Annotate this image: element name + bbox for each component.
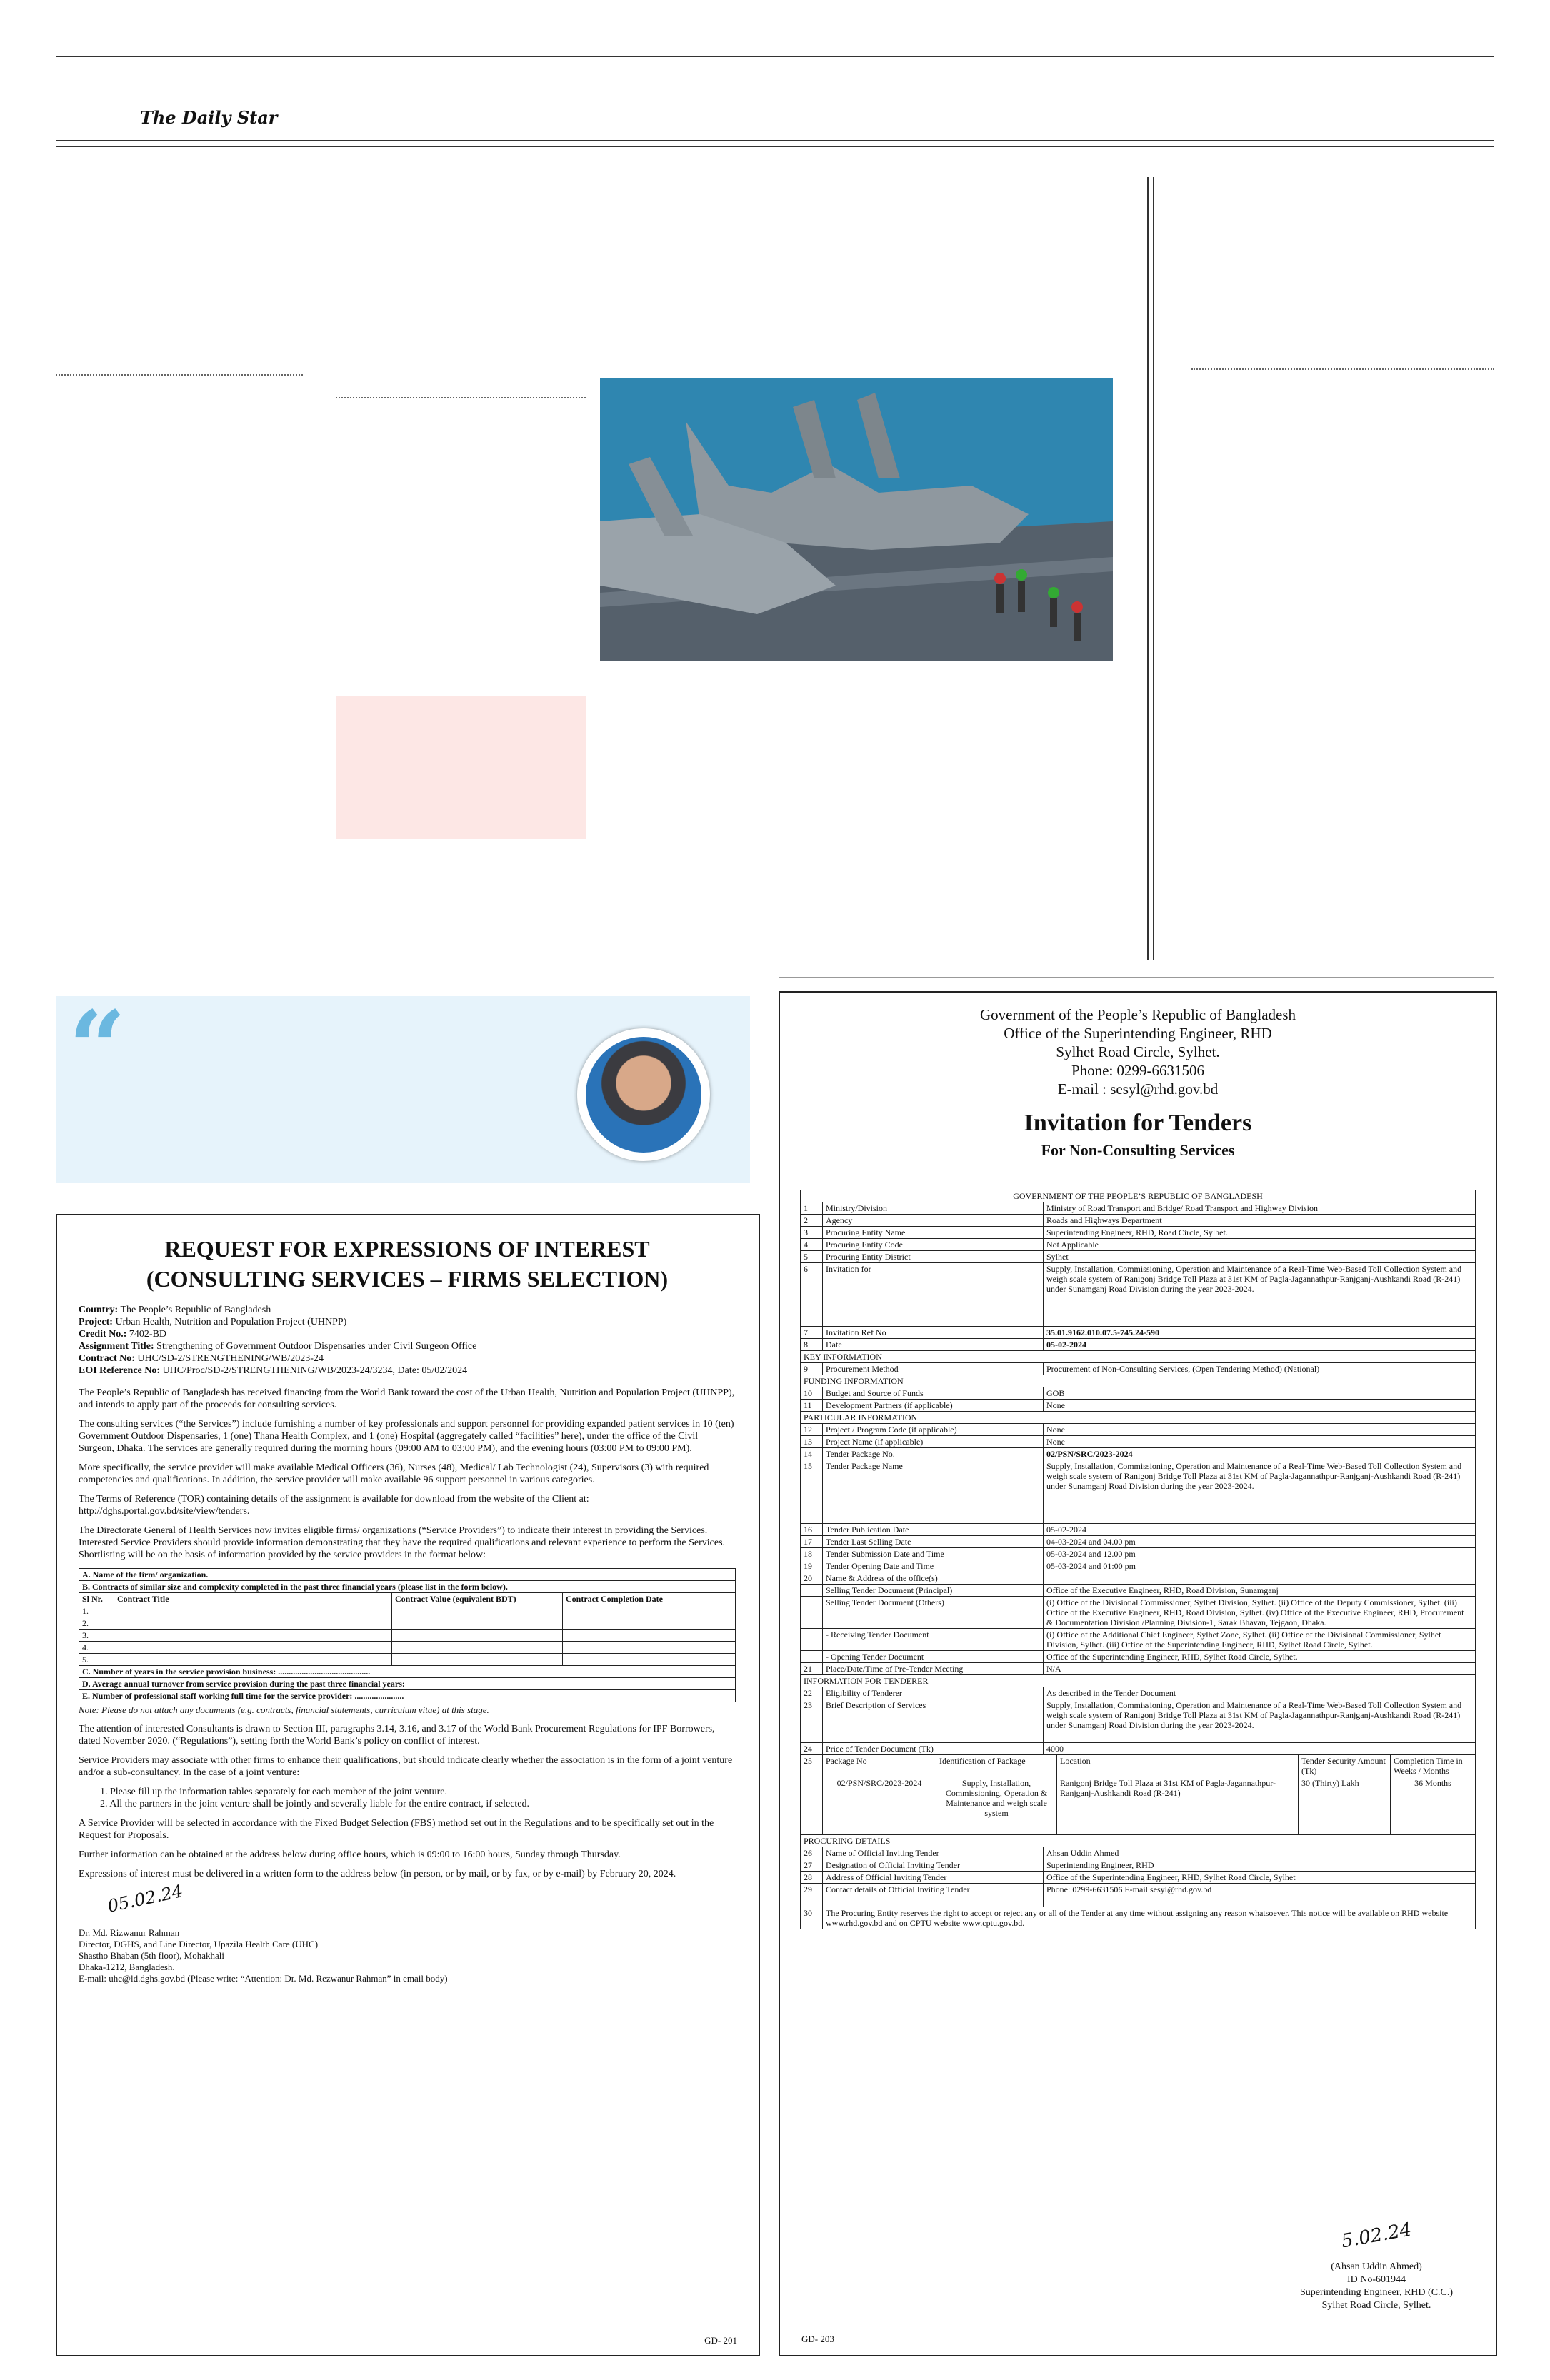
section-procuring: PROCURING DETAILS bbox=[801, 1835, 1476, 1847]
tender-sig-title: Superintending Engineer, RHD (C.C.) bbox=[1299, 2287, 1454, 2298]
eoi-signature-date: 05.02.24 bbox=[106, 1881, 185, 1917]
row-value: Superintending Engineer, RHD, Road Circle, Sylhet. bbox=[1044, 1227, 1476, 1239]
package-no: 02/PSN/SRC/2023-2024 bbox=[823, 1777, 936, 1835]
assignment-label: Assignment Title: bbox=[79, 1341, 154, 1352]
package-col-no: Package No bbox=[823, 1755, 936, 1777]
column-divider-1 bbox=[56, 374, 303, 376]
section-particular: PARTICULAR INFORMATION bbox=[801, 1412, 1476, 1424]
row-value: 05-02-2024 bbox=[1044, 1524, 1476, 1536]
row-value: Supply, Installation, Commissioning, Operation and Maintenance of a Real-Time Web-Based Toll Collection System and weigh scale system of Ranigonj Bridge Toll Plaza at 31st KM of Pagla-Jagannathpur-Ranjganj-Aushkandi Road (R-241) under Sunamganj Road Division during the year 2023-2024. bbox=[1044, 1699, 1476, 1743]
project-label: Project: bbox=[79, 1317, 113, 1327]
row-value: GOB bbox=[1044, 1387, 1476, 1400]
row-num: 13 bbox=[801, 1436, 823, 1448]
tender-table-head: GOVERNMENT OF THE PEOPLE’S REPUBLIC OF BANGLADESH bbox=[801, 1190, 1476, 1202]
form-row-num: 1. bbox=[79, 1605, 114, 1617]
section-key-info: KEY INFORMATION bbox=[801, 1351, 1476, 1363]
row-num: 21 bbox=[801, 1663, 823, 1675]
form-row-num: 2. bbox=[79, 1617, 114, 1630]
row-num: 3 bbox=[801, 1227, 823, 1239]
row-num: 30 bbox=[801, 1907, 823, 1929]
row-num: 10 bbox=[801, 1387, 823, 1400]
row-num: 25 bbox=[801, 1755, 823, 1835]
row-num: 26 bbox=[801, 1847, 823, 1859]
masthead: The Daily Star bbox=[140, 107, 278, 128]
contract-label: Contract No: bbox=[79, 1353, 135, 1364]
tender-header-3: Sylhet Road Circle, Sylhet. bbox=[1056, 1043, 1220, 1060]
row-key: - Receiving Tender Document bbox=[823, 1629, 1044, 1651]
row-key: Budget and Source of Funds bbox=[823, 1387, 1044, 1400]
eoi-sig-name: Dr. Md. Rizwanur Rahman bbox=[79, 1927, 180, 1938]
row-value: (i) Office of the Divisional Commissioner, Sylhet Division, Sylhet. (ii) Office of the Deputy Commissioner, Sylhet. (iii) Office of the Executive Engineer, RHD, Road Division, Sylhet. (iv) Office of the Executive Engineer, RHD, Procurement & Documentation Division /Planning Division-1, Sarak Bhavan, Tejgaon, Dhaka. bbox=[1044, 1597, 1476, 1629]
form-d: D. Average annual turnover from service provision during the past three financial years: bbox=[82, 1679, 405, 1689]
row-value: Roads and Highways Department bbox=[1044, 1215, 1476, 1227]
row-key: Procuring Entity Name bbox=[823, 1227, 1044, 1239]
row-value: None bbox=[1044, 1436, 1476, 1448]
contract: UHC/SD-2/STRENGTHENING/WB/2023-24 bbox=[137, 1353, 324, 1364]
header-rule-2 bbox=[56, 146, 1494, 147]
eoi-para-3: More specifically, the service provider will make available Medical Officers (36), Nurses (48), Medical/ Lab Technologist (24), Supervisors (3) with required competencies and qualifications. In addition, the service provider will make available 96 support personnel in various categories. bbox=[79, 1462, 709, 1485]
eoi-sig-title: Director, DGHS, and Line Director, Upazila Health Care (UHC) bbox=[79, 1939, 319, 1949]
row-key: Tender Opening Date and Time bbox=[823, 1560, 1044, 1572]
eoi-list-1: 1. Please fill up the information tables separately for each member of the joint venture. bbox=[100, 1787, 447, 1797]
col-date: Contract Completion Date bbox=[566, 1594, 663, 1604]
row-value: 05-03-2024 and 01:00 pm bbox=[1044, 1560, 1476, 1572]
row-key: Place/Date/Time of Pre-Tender Meeting bbox=[823, 1663, 1044, 1675]
row-value: 02/PSN/SRC/2023-2024 bbox=[1044, 1448, 1476, 1460]
header-rule-1 bbox=[56, 140, 1494, 141]
tender-title: Invitation for Tenders bbox=[1024, 1110, 1252, 1136]
row-num: 11 bbox=[801, 1400, 823, 1412]
row-num: 4 bbox=[801, 1239, 823, 1251]
row-value: Ministry of Road Transport and Bridge/ Road Transport and Highway Division bbox=[1044, 1202, 1476, 1215]
tender-subtitle: For Non-Consulting Services bbox=[1041, 1141, 1235, 1159]
package-table bbox=[823, 1755, 1475, 1834]
section-tenderer: INFORMATION FOR TENDERER bbox=[801, 1675, 1476, 1687]
row-key: Date bbox=[823, 1339, 1044, 1351]
row-key: Tender Package No. bbox=[823, 1448, 1044, 1460]
row-value: As described in the Tender Document bbox=[1044, 1687, 1476, 1699]
row-num: 17 bbox=[801, 1536, 823, 1548]
tender-header-1: Government of the People’s Republic of Bangladesh bbox=[979, 1006, 1296, 1023]
pink-box bbox=[336, 696, 586, 839]
row-key: Selling Tender Document (Others) bbox=[823, 1597, 1044, 1629]
col-title: Contract Title bbox=[117, 1594, 169, 1604]
row-value: 05-02-2024 bbox=[1044, 1339, 1476, 1351]
tender-table bbox=[800, 1190, 1476, 1929]
row-num: 28 bbox=[801, 1872, 823, 1884]
row-value: 05-03-2024 and 12.00 pm bbox=[1044, 1548, 1476, 1560]
eoi-ref-label: EOI Reference No: bbox=[79, 1365, 161, 1376]
row-value: (i) Office of the Additional Chief Engineer, Sylhet Zone, Sylhet. (ii) Office of the Divisional Commissioner, Sylhet Division, Sylhet. (iii) Office of the Superintending Engineer, RHD, Sylhet Road Circle, Sylhet. bbox=[1044, 1629, 1476, 1651]
tender-sig-name: (Ahsan Uddin Ahmed) bbox=[1331, 2261, 1422, 2272]
row-num: 24 bbox=[801, 1743, 823, 1755]
section-funding: FUNDING INFORMATION bbox=[801, 1375, 1476, 1387]
tender-ad-code: GD- 203 bbox=[801, 2334, 834, 2344]
row-key: Contact details of Official Inviting Tender bbox=[823, 1884, 1044, 1907]
row-key: Project / Program Code (if applicable) bbox=[823, 1424, 1044, 1436]
row-num: 18 bbox=[801, 1548, 823, 1560]
row-num: 6 bbox=[801, 1263, 823, 1327]
column-divider-3 bbox=[1191, 368, 1494, 370]
row-value: Office of the Superintending Engineer, RHD, Sylhet Road Circle, Sylhet. bbox=[1044, 1651, 1476, 1663]
row-value: None bbox=[1044, 1400, 1476, 1412]
eoi-para-8: A Service Provider will be selected in accordance with the Fixed Budget Selection (FBS) method set out in the Regulations and to be specifically set out in the Request for Proposals. bbox=[79, 1818, 714, 1841]
vertical-rule bbox=[1147, 177, 1149, 960]
form-e: E. Number of professional staff working full time for the service provider: ....................... bbox=[82, 1691, 404, 1701]
row-value: Superintending Engineer, RHD bbox=[1044, 1859, 1476, 1872]
credit: 7402-BD bbox=[129, 1329, 167, 1340]
row-value: Supply, Installation, Commissioning, Operation and Maintenance of a Real-Time Web-Based Toll Collection System and weigh scale system of Ranigonj Bridge Toll Plaza at 31st KM of Pagla-Jagannathpur-Ranjganj-Aushkandi Road (R-241) under Sunamganj Road Division during the year 2023-2024. bbox=[1044, 1263, 1476, 1327]
eoi-para-9: Further information can be obtained at the address below during office hours, which is 09:00 to 16:00 hours, Sunday through Thursday. bbox=[79, 1849, 621, 1860]
tender-sig-place: Sylhet Road Circle, Sylhet. bbox=[1321, 2300, 1431, 2311]
row-key: Designation of Official Inviting Tender bbox=[823, 1859, 1044, 1872]
eoi-form-table bbox=[79, 1568, 736, 1702]
row-key: Tender Package Name bbox=[823, 1460, 1044, 1524]
row-value: Not Applicable bbox=[1044, 1239, 1476, 1251]
row-num: 12 bbox=[801, 1424, 823, 1436]
row-key: Ministry/Division bbox=[823, 1202, 1044, 1215]
row-value: Procurement of Non-Consulting Services, (Open Tendering Method) (National) bbox=[1044, 1363, 1476, 1375]
eoi-note: Note: Please do not attach any documents (e.g. contracts, financial statements, curriculum vitae) at this stage. bbox=[79, 1704, 489, 1715]
row-key: Price of Tender Document (Tk) bbox=[823, 1743, 1044, 1755]
eoi-para-6: The attention of interested Consultants is drawn to Section III, paragraphs 3.14, 3.16, and 3.17 of the World Bank Procurement Regulations for IPF Borrowers, dated November 2020. (“Regulations”), setting forth the World Bank’s policy on conflict of interest. bbox=[79, 1724, 715, 1747]
credit-label: Credit No.: bbox=[79, 1329, 127, 1340]
row-value: Office of the Executive Engineer, RHD, Road Division, Sunamganj bbox=[1044, 1585, 1476, 1597]
row-num: 29 bbox=[801, 1884, 823, 1907]
row-key: - Opening Tender Document bbox=[823, 1651, 1044, 1663]
package-col-location: Location bbox=[1057, 1755, 1299, 1777]
eoi-sig-addr1: Shastho Bhaban (5th floor), Mohakhali bbox=[79, 1950, 224, 1961]
row-key: Procuring Entity District bbox=[823, 1251, 1044, 1263]
country-label: Country: bbox=[79, 1305, 119, 1315]
row-num: 1 bbox=[801, 1202, 823, 1215]
row-key: Eligibility of Tenderer bbox=[823, 1687, 1044, 1699]
country: The People’s Republic of Bangladesh bbox=[120, 1305, 271, 1315]
news-photo-fighter-jets bbox=[600, 378, 1113, 661]
row-key: Tender Publication Date bbox=[823, 1524, 1044, 1536]
form-row-num: 5. bbox=[79, 1654, 114, 1666]
assignment: Strengthening of Government Outdoor Dispensaries under Civil Surgeon Office bbox=[156, 1341, 477, 1352]
row-key: Development Partners (if applicable) bbox=[823, 1400, 1044, 1412]
eoi-title-2: (CONSULTING SERVICES – FIRMS SELECTION) bbox=[146, 1266, 669, 1292]
eoi-para-2: The consulting services (“the Services”) include furnishing a number of key professionals and support personnel for providing expanded patient services in 10 (ten) Government Outdoor Dispensaries, 1 (one) Thana Health Complex, and 1 (one) Hospital (aggregately called “facilities” here), under the office of the Civil Surgeon, Dhaka. The services are generally required during the morning hours (09:00 AM to 03:00 PM), and the evening hours (03:00 PM to 09:00 PM). bbox=[79, 1419, 734, 1454]
row-key: Brief Description of Services bbox=[823, 1699, 1044, 1743]
row-num: 19 bbox=[801, 1560, 823, 1572]
row-key: Name & Address of the office(s) bbox=[823, 1572, 1044, 1585]
row-num: 9 bbox=[801, 1363, 823, 1375]
row-key: Tender Last Selling Date bbox=[823, 1536, 1044, 1548]
eoi-para-4: The Terms of Reference (TOR) containing details of the assignment is available for download from the website of the Client at: http://dghs.portal.gov.bd/site/view/tenders. bbox=[79, 1494, 589, 1517]
package-location: Ranigonj Bridge Toll Plaza at 31st KM of Pagla-Jagannathpur-Ranjganj-Aushkandi Road (R-241) bbox=[1057, 1777, 1299, 1835]
ad-top-rule bbox=[779, 977, 1494, 978]
column-divider-2 bbox=[336, 397, 586, 398]
eoi-para-7: Service Providers may associate with other firms to enhance their qualifications, but should indicate clearly whether the association is in the form of a joint venture and/or a sub-consultancy. In the case of a joint venture: bbox=[79, 1755, 733, 1778]
tender-sig-id: ID No-601944 bbox=[1346, 2274, 1406, 2285]
tender-header-5: E-mail : sesyl@rhd.gov.bd bbox=[1057, 1080, 1219, 1098]
row-value: 35.01.9162.010.07.5-745.24-590 bbox=[1044, 1327, 1476, 1339]
tender-signature-date: 5.02.24 bbox=[1339, 2219, 1414, 2253]
eoi-ref: UHC/Proc/SD-2/STRENGTHENING/WB/2023-24/3234, Date: 05/02/2024 bbox=[162, 1365, 468, 1376]
eoi-list-2: 2. All the partners in the joint venture shall be jointly and severally liable for the entire contract, if selected. bbox=[100, 1799, 530, 1809]
eoi-para-5: The Directorate General of Health Services now invites eligible firms/ organizations (“Service Providers”) to indicate their interest in providing the Services. Interested Service Providers should provide information demonstrating that they have the required qualifications and relevant experience to perform the Services. Shortlisting will be on the basis of information provided by the service providers in the format below: bbox=[79, 1525, 726, 1560]
row-value: Office of the Superintending Engineer, RHD, Sylhet Road Circle, Sylhet bbox=[1044, 1872, 1476, 1884]
form-b: B. Contracts of similar size and complexity completed in the past three financial years (please list in the form below). bbox=[82, 1582, 508, 1592]
row-key: Procurement Method bbox=[823, 1363, 1044, 1375]
row-num: 22 bbox=[801, 1687, 823, 1699]
row-num: 8 bbox=[801, 1339, 823, 1351]
row-num: 27 bbox=[801, 1859, 823, 1872]
col-sl: Sl Nr. bbox=[82, 1594, 103, 1604]
row-key: Procuring Entity Code bbox=[823, 1239, 1044, 1251]
eoi-ad-code: GD- 201 bbox=[704, 2335, 737, 2346]
top-rule bbox=[56, 56, 1494, 57]
row-value: 04-03-2024 and 04.00 pm bbox=[1044, 1536, 1476, 1548]
package-col-time: Completion Time in Weeks / Months bbox=[1394, 1756, 1463, 1776]
quote-mark-icon: “ bbox=[69, 990, 126, 1107]
row-num: 23 bbox=[801, 1699, 823, 1743]
vertical-rule-thin bbox=[1153, 177, 1154, 960]
col-value: Contract Value (equivalent BDT) bbox=[395, 1594, 516, 1604]
row-num: 20 bbox=[801, 1572, 823, 1585]
row-key: Selling Tender Document (Principal) bbox=[823, 1585, 1044, 1597]
row-value: N/A bbox=[1044, 1663, 1476, 1675]
row-key: Tender Submission Date and Time bbox=[823, 1548, 1044, 1560]
package-col-ident: Identification of Package bbox=[936, 1755, 1057, 1777]
form-a: A. Name of the firm/ organization. bbox=[82, 1570, 209, 1580]
row-value: 4000 bbox=[1044, 1743, 1476, 1755]
package-security: 30 (Thirty) Lakh bbox=[1299, 1777, 1391, 1835]
form-c: C. Number of years in the service provision business: ........................................... bbox=[82, 1667, 371, 1677]
row-key: Address of Official Inviting Tender bbox=[823, 1872, 1044, 1884]
row-key: Invitation Ref No bbox=[823, 1327, 1044, 1339]
row-num: 2 bbox=[801, 1215, 823, 1227]
row-num: 7 bbox=[801, 1327, 823, 1339]
form-row-num: 3. bbox=[79, 1630, 114, 1642]
eoi-para-10: Expressions of interest must be delivered in a written form to the address below (in person, or by mail, or by fax, or by e-mail) by February 20, 2024. bbox=[79, 1869, 676, 1879]
eoi-sig-addr2: Dhaka-1212, Bangladesh. bbox=[79, 1962, 175, 1972]
row-num: 14 bbox=[801, 1448, 823, 1460]
eoi-sig-email: E-mail: uhc@ld.dghs.gov.bd (Please write: “Attention: Dr. Md. Rezwanur Rahman” in email body) bbox=[79, 1973, 448, 1984]
row-value: Sylhet bbox=[1044, 1251, 1476, 1263]
row-key: Invitation for bbox=[823, 1263, 1044, 1327]
package-ident: Supply, Installation, Commissioning, Operation & Maintenance and weigh scale system bbox=[936, 1777, 1057, 1835]
package-col-security: Tender Security Amount (Tk) bbox=[1299, 1755, 1391, 1777]
row-value: Ahsan Uddin Ahmed bbox=[1044, 1847, 1476, 1859]
row-num: 15 bbox=[801, 1460, 823, 1524]
row-value: Phone: 0299-6631506 E-mail sesyl@rhd.gov.bd bbox=[1044, 1884, 1476, 1907]
eoi-title-1: REQUEST FOR EXPRESSIONS OF INTEREST bbox=[164, 1236, 650, 1262]
package-time: 36 Months bbox=[1391, 1777, 1476, 1835]
project: Urban Health, Nutrition and Population Project (UHNPP) bbox=[115, 1317, 347, 1327]
row-num: 5 bbox=[801, 1251, 823, 1263]
form-row-num: 4. bbox=[79, 1642, 114, 1654]
tender-header-4: Phone: 0299-6631506 bbox=[1071, 1062, 1205, 1079]
avatar bbox=[577, 1028, 710, 1161]
row-num: 16 bbox=[801, 1524, 823, 1536]
eoi-advertisement bbox=[56, 1214, 760, 2356]
row-key: Agency bbox=[823, 1215, 1044, 1227]
row-key: Project Name (if applicable) bbox=[823, 1436, 1044, 1448]
tender-header-2: Office of the Superintending Engineer, RHD bbox=[1004, 1025, 1272, 1042]
eoi-para-1: The People’s Republic of Bangladesh has received financing from the World Bank toward the cost of the Urban Health, Nutrition and Population Project (UHNPP), and intends to apply part of the proceeds for consulting services. bbox=[79, 1387, 735, 1410]
row-key: Name of Official Inviting Tender bbox=[823, 1847, 1044, 1859]
row-value: The Procuring Entity reserves the right to accept or reject any or all of the Tender at any time without assigning any reason whatsoever. This notice will be available on RHD website www.rhd.gov.bd and on CPTU website www.cptu.gov.bd. bbox=[823, 1907, 1476, 1929]
row-value: Supply, Installation, Commissioning, Operation and Maintenance of a Real-Time Web-Based Toll Collection System and weigh scale system of Ranigonj Bridge Toll Plaza at 31st KM of Pagla-Jagannathpur-Ranjganj-Aushkandi Road (R-241) under Sunamganj Road Division during the year 2023-2024. bbox=[1044, 1460, 1476, 1524]
row-value: None bbox=[1044, 1424, 1476, 1436]
tender-advertisement bbox=[779, 991, 1497, 2356]
